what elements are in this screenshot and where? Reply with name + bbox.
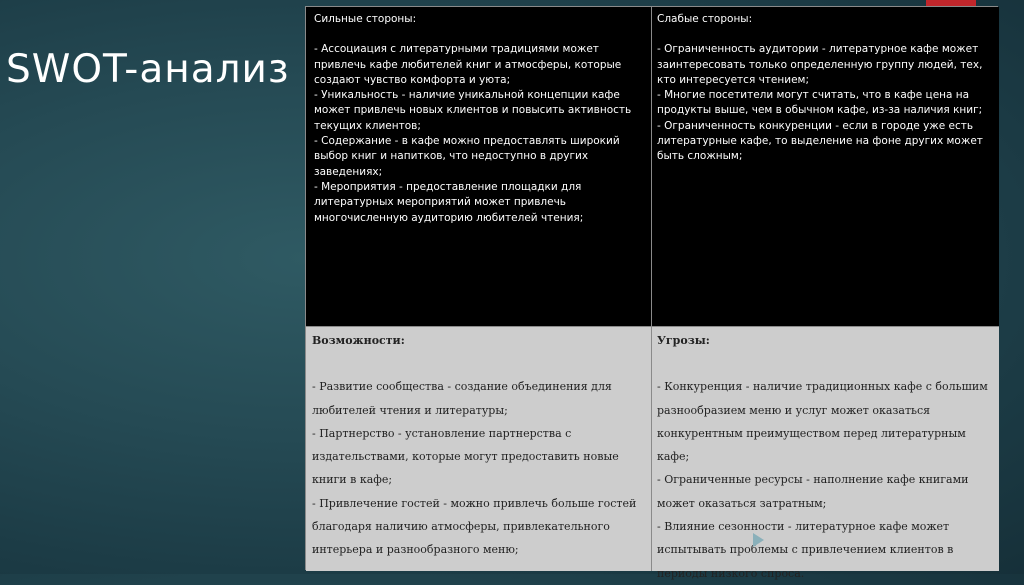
opportunities-cell bbox=[306, 327, 652, 571]
opportunities-item: - Партнерство - установление партнерства с издательствами, которые могут предоставить новые книги в кафе; bbox=[312, 426, 619, 487]
swot-table bbox=[305, 6, 998, 580]
strengths-item: - Мероприятия - предоставление площадки для литературных мероприятий может привлечь многочисленную аудиторию любителей чтения; bbox=[314, 180, 584, 224]
weaknesses-item: - Ограниченность аудитории - литературное кафе может заинтересовать только определенную группу людей, тех, кто интересуется чтением; bbox=[657, 43, 983, 86]
strengths-item: - Содержание - в кафе можно предоставлять широкий выбор книг и напитков, что недоступно в других заведениях; bbox=[314, 135, 620, 178]
next-slide-arrow-icon[interactable] bbox=[753, 533, 764, 547]
weaknesses-item: - Ограниченность конкуренции - если в городе уже есть литературные кафе, то выделение на фоне других может быть сложным; bbox=[657, 119, 983, 163]
slide-title: SWOT-анализ bbox=[6, 47, 290, 92]
strengths-item: - Уникальность - наличие уникальной концепции кафе может привлечь новых клиентов и повысить активность текущих клиентов; bbox=[314, 89, 632, 132]
weaknesses-item: - Многие посетители могут считать, что в кафе цена на продукты выше, чем в обычном кафе, из-за наличия книг; bbox=[657, 89, 983, 117]
strengths-heading: Сильные стороны: bbox=[314, 13, 417, 25]
threats-item: - Ограниченные ресурсы - наполнение кафе книгами может оказаться затратным; bbox=[657, 473, 969, 510]
opportunities-heading: Возможности: bbox=[312, 334, 405, 347]
opportunities-item: - Привлечение гостей - можно привлечь больше гостей благодаря наличию атмосферы, привлекательного интерьера и разнообразного меню; bbox=[312, 496, 637, 557]
weaknesses-cell bbox=[652, 7, 999, 327]
threats-item: - Влияние сезонности - литературное кафе может испытывать проблемы с привлечением клиентов в периоды низкого спроса. bbox=[657, 520, 954, 580]
strengths-cell bbox=[306, 7, 652, 327]
opportunities-item: - Развитие сообщества - создание объединения для любителей чтения и литературы; bbox=[312, 380, 612, 417]
weaknesses-heading: Слабые стороны: bbox=[657, 13, 753, 25]
strengths-item: - Ассоциация с литературными традициями может привлечь кафе любителей книг и атмосферы, которые создают чувство комфорта и уюта; bbox=[314, 43, 622, 86]
threats-item: - Конкуренция - наличие традиционных кафе с большим разнообразием меню и услуг может оказаться конкурентным преимуществом перед литературным кафе; bbox=[657, 380, 988, 464]
threats-cell bbox=[652, 327, 999, 580]
threats-heading: Угрозы: bbox=[657, 334, 710, 347]
